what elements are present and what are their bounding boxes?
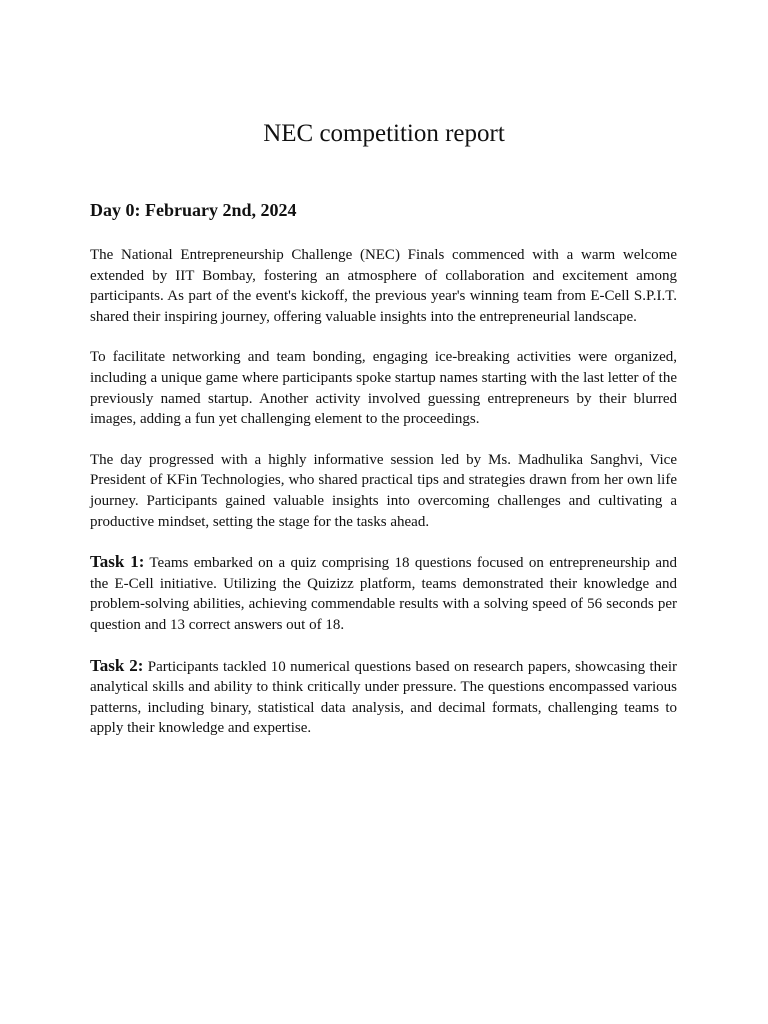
task-1-label: Task 1: [90, 552, 145, 572]
paragraph-task-2 [90, 656, 677, 739]
paragraph-icebreakers: To facilitate networking and team bonding, engaging ice-breaking activities were organized, including a unique game where participants spoke startup names starting with the last letter of the previously named startup. Another activity involved guessing entrepreneurs by their blurred images, adding a fun yet challenging element to the proceedings. [90, 349, 677, 428]
paragraph-task-1 [90, 552, 677, 635]
task-2-text: Participants tackled 10 numerical questions based on research papers, showcasing their analytical skills and ability to think critically under pressure. The questions encompassed various patterns, including binary, statistical data analysis, and decimal formats, challenging teams to apply their knowledge and expertise. [90, 658, 677, 737]
paragraph-session: The day progressed with a highly informative session led by Ms. Madhulika Sanghvi, Vice President of KFin Technologies, who shared practical tips and strategies drawn from her own life journey. Participants gained valuable insights into overcoming challenges and cultivating a productive mindset, setting the stage for the tasks ahead. [90, 451, 677, 530]
paragraph-welcome: The National Entrepreneurship Challenge (NEC) Finals commenced with a warm welcome extended by IIT Bombay, fostering an atmosphere of collaboration and excitement among participants. As part of the event's kickoff, the previous year's winning team from E-Cell S.P.I.T. shared their inspiring journey, offering valuable insights into the entrepreneurial landscape. [90, 247, 677, 325]
document-body [90, 198, 677, 759]
document-title: NEC competition report [263, 120, 505, 147]
task-1-text: Teams embarked on a quiz comprising 18 questions focused on entrepreneurship and the E-Cell initiative. Utilizing the Quizizz platform, teams demonstrated their knowledge and problem-solving abilities, achieving commendable results with a solving speed of 56 seconds per question and 13 correct answers out of 18. [90, 555, 677, 633]
day-heading: Day 0: February 2nd, 2024 [90, 200, 297, 220]
task-2-label: Task 2: [90, 655, 144, 675]
